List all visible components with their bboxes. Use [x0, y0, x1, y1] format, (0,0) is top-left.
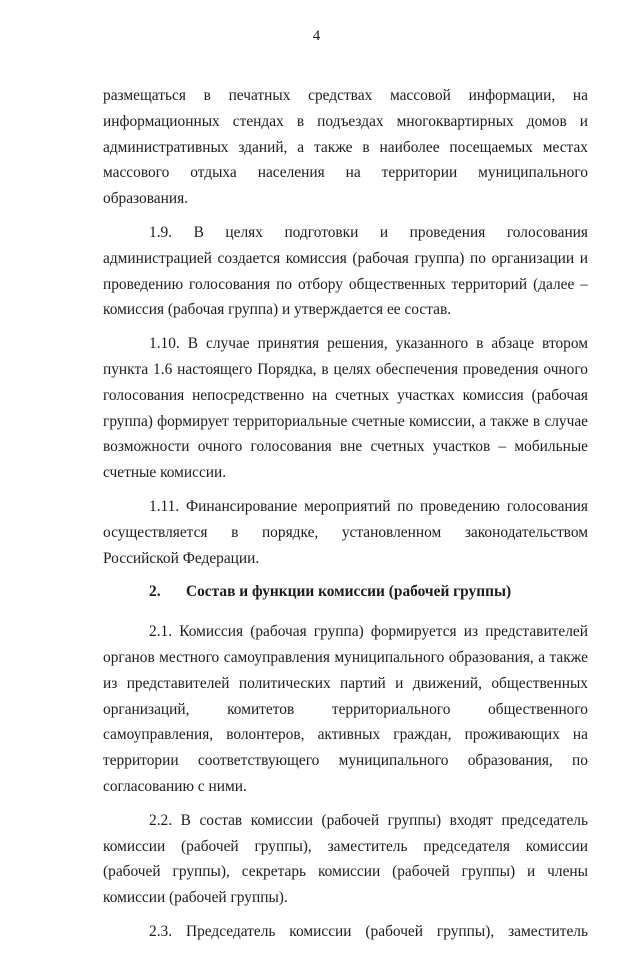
- paragraph-2-3: 2.3. Председатель комиссии (рабочей группы), заместитель: [149, 922, 588, 940]
- paragraph-2-1: 2.1. Комиссия (рабочая группа) формируется из представителей органов местного самоуправления муниципального образования, а также из представителей политических партий и движений, общественных организаций, комитетов территориального общественного самоуправления, волонтеров, активных граждан, проживающих на территории соответствующего муниципального образования, по согласованию с ними.: [103, 623, 588, 795]
- section-title: Состав и функции комиссии (рабочей группы): [186, 583, 512, 601]
- paragraph-1-11: 1.11. Финансирование мероприятий по проведению голосования осуществляется в порядке, установленном законодательством Российской Федерации.: [103, 497, 588, 567]
- paragraph-continuation: размещаться в печатных средствах массовой информации, на информационных стендах в подъездах многоквартирных домов и административных зданий, а также в наиболее посещаемых местах массового отдыха населения на территории муниципального образования.: [103, 87, 588, 208]
- section-heading: [103, 579, 588, 605]
- paragraph-2-2: 2.2. В состав комиссии (рабочей группы) входят председатель комиссии (рабочей группы), заместитель председателя комиссии (рабочей группы), секретарь комиссии (рабочей группы) и члены комиссии (рабочей группы).: [103, 811, 588, 907]
- document-body: [103, 83, 588, 953]
- section-number: 2.: [149, 583, 161, 601]
- page-number: 4: [312, 28, 321, 44]
- paragraph-1-9: 1.9. В целях подготовки и проведения голосования администрацией создается комиссия (рабочая группа) по организации и проведению голосования по отбору общественных территорий (далее – комиссия (рабочая группа) и утверждается ее состав.: [103, 223, 588, 319]
- paragraph-1-10: 1.10. В случае принятия решения, указанного в абзаце втором пункта 1.6 настоящего Порядка, в целях обеспечения проведения очного голосования непосредственно на счетных участках комиссия (рабочая группа) формирует территориальные счетные комиссии, а также в случае возможности очного голосования вне счетных участков – мобильные счетные комиссии.: [103, 335, 588, 482]
